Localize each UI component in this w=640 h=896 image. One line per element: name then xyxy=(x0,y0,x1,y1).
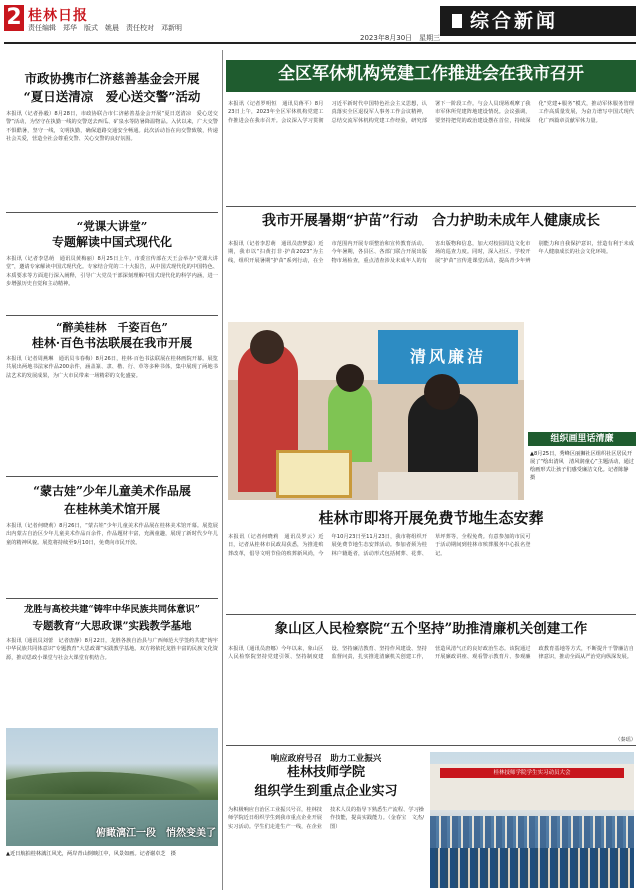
article-5-body: 本报讯（通讯员刘蕾 记者唐静）8月22日，龙胜各族自治县与广西师范大学签约共建“铸牢中华民族共同体意识”专题教育“大思政课”实践教学基地。双方将依托龙胜丰富的民族文化资源，推动思政小课堂与社会大课堂有机结合。 xyxy=(6,638,218,661)
article-7-body: 本报讯（记者李思萌 通讯员唐梦蕊）近期，我市以“扫黄打非·护苗2023”为主线，组织开展暑期“护苗”系列行动，在全市范围内开展专项整治和宣传教育活动。今年暑期，各县区、各部门联合开展出版物市场检查，重点清查涉及未成年人的有害出版物和信息，加大对校园周边文化市场的巡查力度。同时，深入社区、学校开展“护苗”宣传进课堂活动，提高青少年辨别能力和自我保护意识，营造有利于未成年人健康成长的社会文化环境。 xyxy=(228,241,634,264)
page-number: 2 xyxy=(4,5,24,31)
publication-date: 2023年8月30日 星期三 xyxy=(360,34,441,42)
article-1-body: 本报讯（记者孙毅）8月28日，市政协联合市仁济慈善基金会开展“夏日送清凉 爱心送交警”活动，为坚守在执勤一线的交警送去西瓜、矿泉水等防暑降温物品。入伏以来，广大交警不惧酷暑，坚守一线，文明执勤，确保道路交通安全畅通。此次活动旨在向交警致敬，传递社会关爱，营造全社会尊重交警、关心交警的良好氛围。 xyxy=(6,111,218,143)
divider xyxy=(226,745,636,746)
article-9-byline: （秦瑶） xyxy=(615,737,636,743)
assembly-banner: 桂林技师学院学生实习动员大会 xyxy=(440,768,624,778)
article-1-title-2: “夏日送清凉 爱心送交警”活动 xyxy=(23,89,201,104)
article-10-title-2: 组织学生到重点企业实习 xyxy=(254,784,398,799)
school-assembly-photo xyxy=(430,752,634,888)
divider xyxy=(226,206,636,207)
article-4-title-1: “蒙古娃”少年儿童美术作品展 xyxy=(33,484,191,498)
article-4-title-2: 在桂林美术馆开展 xyxy=(63,502,160,516)
divider xyxy=(6,476,218,477)
divider xyxy=(6,315,218,316)
lead-title: 全区军休机构党建工作推进会在我市召开 xyxy=(278,64,584,84)
header-rule xyxy=(4,42,636,44)
photo-caption: ▲8月25日，秀峰区丽狮社区组织社区居民开展了“绘出清风 清风润童心”主题活动，通过绘画形式让孩子们感受廉洁文化。记者陈静 摄 xyxy=(530,451,634,481)
article-3-body: 本报讯（记者周燕琳 通讯员韦春梅）8月26日，桂林·百色书法联展在桂林画院开幕。展览共展出两地书法家作品200余件，涵盖篆、隶、楷、行、草等多种书体，集中展现了两地书法艺术的发展成果，为广大市民带来一场精彩的文化盛宴。 xyxy=(6,356,218,379)
article-10-title-1: 桂林技师学院 xyxy=(286,765,365,780)
newspaper-name: 桂林日报 xyxy=(28,8,88,24)
children-drawing-photo xyxy=(228,322,524,500)
section-title: 综合新闻 xyxy=(440,6,636,36)
column-divider xyxy=(222,50,223,890)
article-2-title-1: “党课大讲堂” xyxy=(76,219,148,233)
article-3-title-1: “醉美桂林 千姿百色” xyxy=(56,321,168,334)
article-9-body: 本报讯（通讯员唐娜）今年以来，象山区人民检察院坚持党建引领、坚持制度建设、坚持廉洁教育、坚持作风建设、坚持监督问责，扎实推进清廉机关创建工作，营造风清气正的良好政治生态。该院通过开展廉政讲座、观看警示教育片、参观廉政教育基地等方式，不断提升干警廉洁自律意识，推动全面从严治党向纵深发展。 xyxy=(228,646,634,661)
divider xyxy=(6,598,218,599)
river-photo-caption: ▲近日航拍桂林漓江风光，两岸青山倒映江中，风景如画。记者谢卓芝 摄 xyxy=(6,851,176,857)
article-2-body: 本报讯（记者李思萌 通讯员黄梅丽）8月25日上午，市委宣传部在天王会举办“党课大讲堂”，邀请专家解读中国式现代化。专家结合党的二十大报告，从中国式现代化的中国特色、本质要求等方面进行深入阐释，引导广大党员干部深刻理解中国式现代化的科学内涵，进一步增强历史自觉和主动精神。 xyxy=(6,256,218,288)
article-2-title-2: 专题解读中国式现代化 xyxy=(51,235,172,249)
banner-sign: 清风廉洁 xyxy=(378,330,518,384)
article-5-title-1: 龙胜与高校共建“铸牢中华民族共同体意识” xyxy=(24,604,200,615)
lead-body: 本报讯（记者罗明恒 通讯员蒋平）8月23日上午，2023年全区军休机构党建工作推进会在我市召开。会议深入学习贯彻习近平新时代中国特色社会主义思想，认真落实全区退役军人事务工作会议精神，总结交流军休机构党建工作经验，研究部署下一阶段工作。与会人员现场观摩了我市军休所党建阵地建设情况。会议强调，要坚持把党的政治建设摆在首位，持续深化“党建+服务”模式，推动军休服务管理工作高质量发展，为奋力谱写中国式现代化广西篇章贡献军休力量。 xyxy=(228,101,634,124)
article-4-body: 本报讯（记者何晓莉）8月26日，“蒙古娃”少年儿童美术作品展在桂林美术馆开幕。展览展出内蒙古自治区少年儿童美术作品百余件，作品题材丰富，充满童趣，展现了新时代少年儿童的精神风貌。展览将持续至9月10日，免费向市民开放。 xyxy=(6,523,218,546)
article-3-title-2: 桂林·百色书法联展在我市开展 xyxy=(31,336,193,350)
river-aerial-photo xyxy=(6,728,218,846)
article-7-title: 我市开展暑期“护苗”行动 合力护助未成年人健康成长 xyxy=(261,213,601,229)
photo-title: 俯瞰漓江一段 悄然变美了 xyxy=(96,828,216,839)
divider xyxy=(226,614,636,615)
article-10-body: 为积极响应自治区工业振兴号召，桂林技师学院近日组织学生到我市重点企业开展实习活动。学生们走进生产一线，在企业技术人员的指导下熟悉生产流程、学习操作技能，提高实践能力。（金春宝 文杰/图） xyxy=(228,807,424,830)
article-9-title: 象山区人民检察院“五个坚持”助推清廉机关创建工作 xyxy=(274,621,588,637)
article-8-body: 本报讯（记者何晓莉 通讯员罗云）近日，记者从桂林市民政局获悉，为推进殡葬改革，倡导文明节俭的殡葬新风尚，今年10月23日至11月23日，我市将组织开展免费节地生态安葬活动。参加者须为桂林户籍逝者，活动形式包括树葬、花葬、草坪葬等，全程免费。有意参加的市民可于活动期间到桂林市殡葬服务中心报名登记。 xyxy=(228,534,531,557)
article-1-title-1: 市政协携市仁济慈善基金会开展 xyxy=(24,71,200,86)
article-10-kicker: 响应政府号召 助力工业振兴 xyxy=(270,754,382,764)
editors-line: 责任编辑 郑华 版式 姚晨 责任校对 邓新明 xyxy=(28,24,182,32)
article-5-title-2: 专题教育“大思政课”实践教学基地 xyxy=(32,620,192,632)
divider xyxy=(6,212,218,213)
photo-label: 组织画里话清廉 xyxy=(528,432,636,446)
article-8-title: 桂林市即将开展免费节地生态安葬 xyxy=(318,509,544,527)
